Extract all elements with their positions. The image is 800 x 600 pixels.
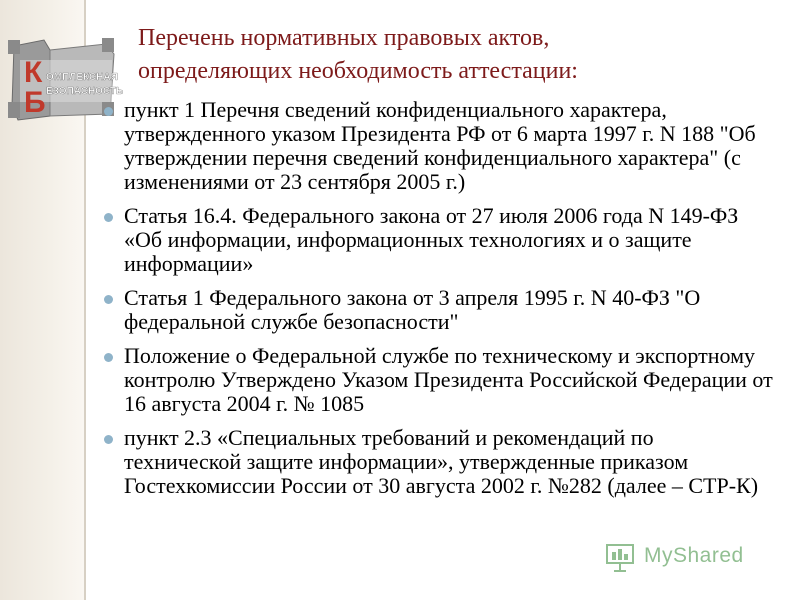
- list-item-text: пункт 2.3 «Специальных требований и рекомендаций по технической защите информации», утвержденные приказом Гостехкомиссии России от 30 августа 2002 г. №282 (далее – СТР-К): [124, 425, 759, 498]
- regulations-list: [104, 98, 774, 508]
- logo-letter-k: К: [24, 56, 43, 89]
- list-item-text: Статья 1 Федерального закона от 3 апреля 1995 г. N 40-ФЗ "О федеральной службе безопасности": [124, 285, 701, 334]
- watermark-text: MyShared: [644, 544, 744, 567]
- logo-word-2: ЕЗОПАСНОСТЬ: [46, 86, 124, 97]
- list-item-text: Статья 16.4. Федерального закона от 27 июля 2006 года N 149-ФЗ «Об информации, информационных технологиях и о защите информации»: [124, 203, 739, 276]
- list-item: [104, 204, 774, 276]
- bullet-icon: [104, 435, 113, 444]
- bullet-icon: [104, 295, 113, 304]
- logo-letter-b: Б: [24, 86, 46, 119]
- watermark: [604, 540, 774, 574]
- presentation-icon: [604, 540, 638, 574]
- logo-word-1: ОМПЛЕКСНАЯ: [46, 72, 118, 83]
- bullet-icon: [104, 213, 113, 222]
- title-line-1: Перечень нормативных правовых актов,: [138, 25, 550, 51]
- page-title: [138, 22, 778, 88]
- title-line-2: определяющих необходимость аттестации:: [138, 58, 578, 84]
- list-item: [104, 98, 774, 194]
- list-item: [104, 426, 774, 498]
- bullet-icon: [104, 353, 113, 362]
- list-item-text: Положение о Федеральной службе по техническому и экспортному контролю Утверждено Указом Президента Российской Федерации от 16 августа 2004 г. № 1085: [124, 343, 773, 416]
- list-item: [104, 286, 774, 334]
- bullet-icon: [104, 107, 113, 116]
- list-item: [104, 344, 774, 416]
- list-item-text: пункт 1 Перечня сведений конфиденциального характера, утвержденного указом Президента РФ от 6 марта 1997 г. N 188 "Об утверждении перечня сведений конфиденциального характера" (с изменениями от 23 сентября 2005 г.): [124, 97, 756, 194]
